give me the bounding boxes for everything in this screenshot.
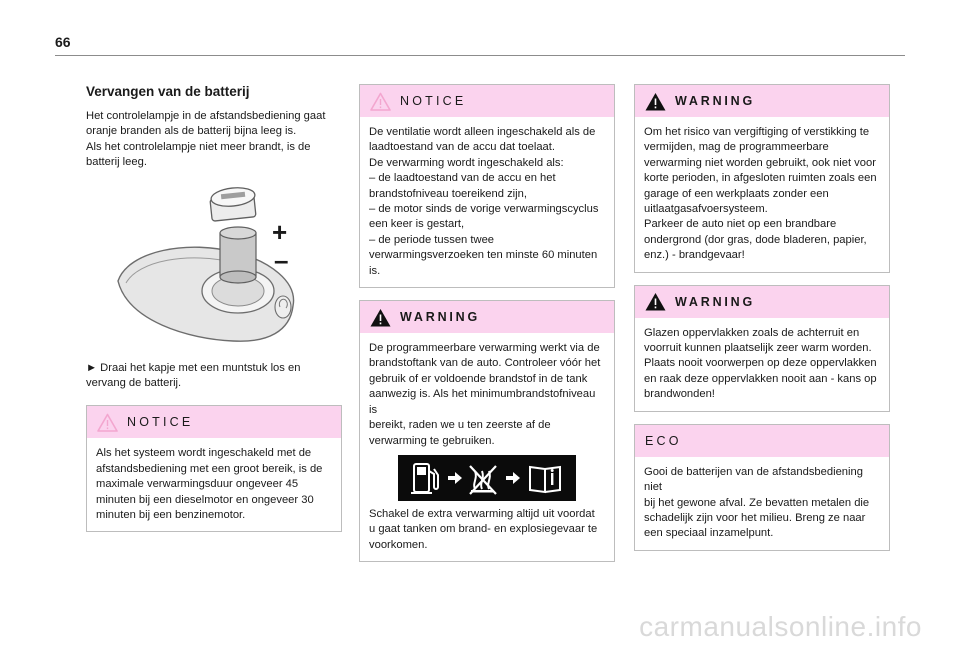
header-rule bbox=[55, 55, 905, 56]
watermark: carmanualsonline.info bbox=[639, 611, 922, 642]
page-number: 66 bbox=[55, 34, 71, 50]
warning-triangle-icon bbox=[645, 92, 666, 111]
notice-warning-triangle-icon bbox=[370, 92, 391, 111]
notice-warning-triangle-icon bbox=[97, 413, 118, 432]
warning-title: WARNING bbox=[675, 94, 756, 108]
notice-box-left bbox=[86, 405, 342, 532]
warning-header bbox=[360, 301, 614, 333]
section-heading: Vervangen van de batterij bbox=[86, 84, 250, 99]
eco-text: Gooi de batterijen van de afstandsbediening niet bij het gewone afval. Ze bevatten metalen die schadelijk zijn voor het milieu. Breng ze naar een speciaal inzamelpunt. bbox=[644, 465, 870, 540]
warning-text-after: Schakel de extra verwarming altijd uit voordat u gaat tanken om brand- en explosiegevaar te voorkomen. bbox=[369, 507, 598, 551]
notice-title: NOTICE bbox=[127, 415, 194, 430]
fuel-heater-manual-icon-strip bbox=[398, 455, 576, 501]
notice-text: De ventilatie wordt alleen ingeschakeld als de laadtoestand van de accu dat toelaat. De verwarming wordt ingeschakeld als: – de laadtoestand van de accu en het brandstofniveau toereikend zijn, – de motor sinds de vorige verwarmingscyclus een keer is gestart, – de periode tussen twee verwarmingsverzoeken ten minste 60 minuten is. bbox=[369, 126, 599, 277]
warning-triangle-icon bbox=[645, 292, 666, 311]
remote-battery-illustration bbox=[108, 181, 308, 351]
eco-box bbox=[634, 424, 890, 551]
intro-paragraph: Het controlelampje in de afstandsbediening gaat oranje branden als de batterij bijna leeg is. Als het controlelampje niet meer brandt, is de batterij leeg. bbox=[86, 110, 326, 169]
warning-text: De programmeerbare verwarming werkt via de brandstoftank van de auto. Controleer vóór het gebruik of er voldoende brandstof in de tank aanwezig is. Als het minimumbrandstofniveau is bereikt, raden we u ten zeerste af de verwarming te gebruiken. bbox=[369, 342, 601, 447]
eco-title: ECO bbox=[645, 433, 682, 448]
warning-title: WARNING bbox=[400, 310, 481, 325]
warning-title: WARNING bbox=[675, 294, 756, 309]
warning-box-middle bbox=[359, 300, 615, 562]
warning-header bbox=[635, 286, 889, 318]
warning-triangle-icon bbox=[370, 308, 391, 327]
notice-header bbox=[360, 85, 614, 117]
middle-column bbox=[359, 84, 615, 574]
minus-sign: – bbox=[274, 244, 289, 275]
notice-header bbox=[87, 406, 341, 438]
instruction-bullet: ► Draai het kapje met een muntstuk los en vervang de batterij. bbox=[86, 361, 301, 390]
notice-title: NOTICE bbox=[400, 94, 467, 108]
plus-sign: + bbox=[272, 216, 288, 247]
left-column bbox=[86, 84, 342, 544]
right-column bbox=[634, 84, 890, 563]
warning-box-right-1 bbox=[634, 84, 890, 273]
notice-box-middle bbox=[359, 84, 615, 288]
warning-box-right-2 bbox=[634, 285, 890, 412]
eco-header bbox=[635, 425, 889, 457]
warning-header bbox=[635, 85, 889, 117]
warning-text: Om het risico van vergiftiging of verstikking te vermijden, mag de programmeerbare verwarming niet worden gebruikt, ook niet voor korte perioden, in afgesloten ruimten zoals een garage of een werkplaats zonder een uitlaatgasafvoersysteem. Parkeer de auto niet op een brandbare ondergrond (dor gras, dode bladeren, papier, enz.) - brandgevaar! bbox=[644, 126, 877, 262]
warning-text: Glazen oppervlakken zoals de achterruit en voorruit kunnen plaatselijk zeer warm worden. Plaats nooit voorwerpen op deze oppervlakken en raak deze oppervlakken nooit aan - kans op brandwonden! bbox=[644, 326, 877, 401]
notice-text: Als het systeem wordt ingeschakeld met de afstandsbediening met een groot bereik, is de maximale verwarmingsduur ongeveer 45 minuten bij een dieselmotor en ongeveer 30 minuten bij een benzinemotor. bbox=[96, 447, 323, 522]
